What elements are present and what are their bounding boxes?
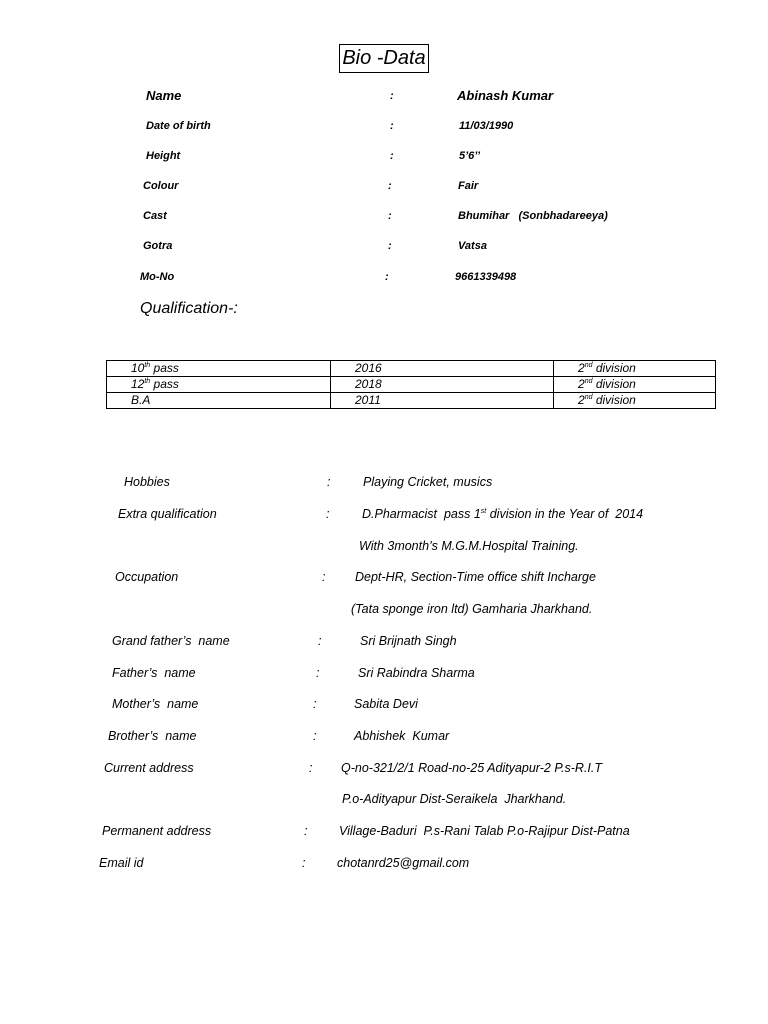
permanent-address-label: Permanent address [102, 824, 212, 838]
extra-qualification-colon: : [326, 507, 330, 521]
father-name-value: Sri Rabindra Sharma [358, 666, 475, 680]
current-address-value: Q-no-321/2/1 Road-no-25 Adityapur-2 P.s-R.I.T [341, 761, 603, 775]
height-label: Height [146, 150, 181, 162]
dob-label: Date of birth [146, 120, 211, 132]
grandfather-name-label: Grand father’s name [112, 634, 230, 648]
grandfather-name-value: Sri Brijnath Singh [360, 634, 457, 648]
occupation-colon: : [322, 570, 326, 584]
current-address-value-line2: P.o-Adityapur Dist-Seraikela Jharkhand. [342, 792, 567, 806]
gotra-colon: : [388, 240, 392, 252]
brother-name-value: Abhishek Kumar [354, 729, 450, 743]
mobile-value: 9661339498 [455, 271, 517, 283]
current-address-label: Current address [104, 761, 194, 775]
brother-name-label: Brother’s name [108, 729, 197, 743]
hobbies-value: Playing Cricket, musics [363, 475, 493, 489]
year-cell: 2011 [331, 393, 554, 409]
occupation-value-line2: (Tata sponge iron ltd) Gamharia Jharkhand. [351, 602, 593, 616]
table-row [107, 393, 716, 409]
name-colon: : [390, 90, 394, 102]
table-row [107, 377, 716, 393]
mobile-colon: : [385, 271, 389, 283]
occupation-label: Occupation [115, 570, 179, 584]
brother-name-colon: : [313, 729, 317, 743]
table-row [107, 361, 716, 377]
mobile-label: Mo-No [140, 271, 175, 283]
dob-value: 11/03/1990 [459, 120, 514, 132]
email-label: Email id [99, 856, 144, 870]
mother-name-colon: : [313, 697, 317, 711]
gotra-label: Gotra [143, 240, 173, 252]
mother-name-label: Mother’s name [112, 697, 199, 711]
year-cell: 2016 [331, 361, 554, 377]
cast-label: Cast [143, 210, 167, 222]
name-value: Abinash Kumar [457, 88, 554, 103]
qualification-table [106, 360, 716, 409]
height-colon: : [390, 150, 394, 162]
division-cell: 2nd division [554, 361, 716, 377]
dob-colon: : [390, 120, 394, 132]
gotra-value: Vatsa [458, 240, 487, 252]
cast-colon: : [388, 210, 392, 222]
exam-cell: 12th pass [107, 377, 331, 393]
qualification-heading: Qualification-: [140, 300, 238, 317]
colour-colon: : [388, 180, 392, 192]
mother-name-value: Sabita Devi [354, 697, 418, 711]
cast-value: Bhumihar (Sonbhadareeya) [458, 210, 608, 222]
occupation-value: Dept-HR, Section-Time office shift Incharge [355, 570, 596, 584]
extra-qualification-label: Extra qualification [118, 507, 217, 521]
height-value: 5’6’’ [459, 150, 480, 162]
father-name-colon: : [316, 666, 320, 680]
division-cell: 2nd division [554, 393, 716, 409]
current-address-colon: : [309, 761, 313, 775]
hobbies-label: Hobbies [124, 475, 170, 489]
exam-cell: 10th pass [107, 361, 331, 377]
year-cell: 2018 [331, 377, 554, 393]
division-cell: 2nd division [554, 377, 716, 393]
page-title: Bio -Data [339, 44, 429, 73]
colour-label: Colour [143, 180, 179, 192]
hobbies-colon: : [327, 475, 331, 489]
email-colon: : [302, 856, 306, 870]
colour-value: Fair [458, 180, 479, 192]
permanent-address-value: Village-Baduri P.s-Rani Talab P.o-Rajipur Dist-Patna [339, 824, 630, 838]
father-name-label: Father’s name [112, 666, 196, 680]
name-label: Name [146, 88, 182, 103]
extra-qualification-value: D.Pharmacist pass 1st division in the Year of 2014 [362, 507, 644, 521]
permanent-address-colon: : [304, 824, 308, 838]
extra-qualification-value-line2: With 3month’s M.G.M.Hospital Training. [359, 539, 579, 553]
email-value: chotanrd25@gmail.com [337, 856, 470, 870]
grandfather-name-colon: : [318, 634, 322, 648]
exam-cell: B.A [107, 393, 331, 409]
